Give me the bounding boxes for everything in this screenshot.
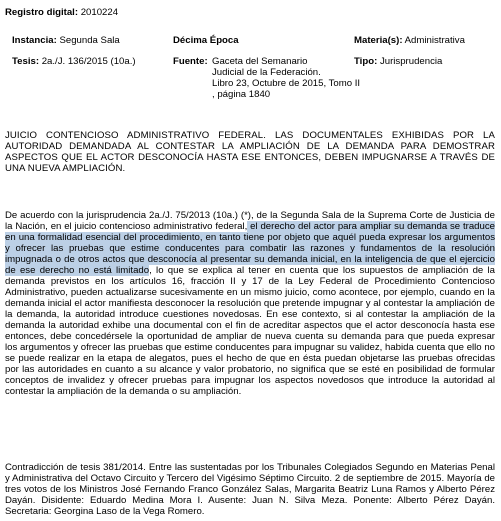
fuente-value	[212, 56, 360, 100]
materia-value: Administrativa	[404, 35, 465, 46]
tipo-value: Jurisprudencia	[379, 56, 443, 67]
fuente-line-2: Judicial de la Federación.	[212, 67, 321, 78]
instancia	[12, 35, 120, 46]
tesis	[12, 56, 136, 67]
fuente-label: Fuente:	[173, 56, 208, 67]
registro-label: Registro digital:	[5, 7, 79, 18]
highlighted-text[interactable]: el derecho del actor para ampliar su demanda se traduce en una formalidad esencial del procedimiento, en tanto tiene por objeto que aquél pueda expresar los argumentos y ofrecer las pruebas que estime conducentes para combatir las razones y fundamentos de la resolución impugnada o de otros actos que desconocía al presentar su demanda inicial, en la inteligencia de que el ejercicio de ese derecho no está limitado	[5, 221, 495, 276]
materia-label: Materia(s):	[354, 35, 403, 46]
fuente-line-1: Gaceta del Semanario	[212, 56, 308, 67]
tipo-label: Tipo:	[354, 56, 378, 67]
instancia-label: Instancia:	[12, 35, 57, 46]
registro-value: 2010224	[80, 7, 119, 18]
tesis-label: Tesis:	[12, 56, 40, 67]
body-text-start: De acuerdo con la jurisprudencia 2a./J. 75/2013 (10a.) (*), de la Segunda Sala de la Suprema Corte de Justicia de la Nación, en el juicio contencioso administrativo federal,	[5, 210, 495, 232]
epoca-label: Décima Época	[173, 35, 239, 46]
tesis-value: 2a./J. 136/2015 (10a.)	[41, 56, 136, 67]
fuente-line-4: , página 1840	[212, 89, 271, 100]
thesis-body	[5, 210, 495, 397]
materia	[354, 35, 465, 46]
fuente-line-3: Libro 23, Octubre de 2015, Tomo II	[212, 78, 361, 89]
registro-digital	[5, 7, 118, 18]
tipo	[354, 56, 442, 67]
body-text-rest: , lo que se explica al tener en cuenta que los supuestos de ampliación de la demanda previstos en los artículos 16, fracción II y 17 de la Ley Federal de Procedimiento Contencioso Administrativo, pueden actualizarse sucesivamente en un mismo juicio, como acontece, por ejemplo, cuando en la demanda inicial el actor manifiesta desconocer la resolución que pretende impugnar y al contestar la ampliación de la demanda, la autoridad introduce cuestiones novedosas. En ese contexto, si al contestar la ampliación de la demanda la autoridad exhibe una documental con el fin de acreditar aspectos que el actor desconocía hasta ese entonces, debe concedérsele la oportunidad de ampliar de nueva cuenta su demanda para que pueda expresar los argumentos y ofrecer las pruebas que estime conducentes para impugnar su validez, habida cuenta que ello no se puede realizar en la etapa de alegatos, pues el hecho de que en ésta puedan objetarse las pruebas ofrecidas por las autoridades en cuanto a su alcance y valor probatorio, no significa que se esté en posibilidad de formular conceptos de invalidez y ofrecer pruebas para impugnar los aspectos novedosos que introduce la autoridad al contestar la ampliación de la demanda o su ampliación.	[5, 265, 496, 397]
instancia-value: Segunda Sala	[59, 35, 120, 46]
thesis-title: JUICIO CONTENCIOSO ADMINISTRATIVO FEDERAL. LAS DOCUMENTALES EXHIBIDAS POR LA AUTORIDAD DEMANDADA AL CONTESTAR LA AMPLIACIÓN DE LA DEMANDA PARA DEMOSTRAR ASPECTOS QUE EL ACTOR DESCONOCÍA HASTA ESE ENTONCES, DEBEN IMPUGNARSE A TRAVÉS DE UNA NUEVA AMPLIACIÓN.	[5, 130, 495, 174]
precedent-paragraph: Contradicción de tesis 381/2014. Entre las sustentadas por los Tribunales Colegiados Segundo en Materias Penal y Administrativa del Octavo Circuito y Tercero del Vigésimo Séptimo Circuito. 2 de septiembre de 2015. Mayoría de tres votos de los Ministros José Fernando Franco González Salas, Margarita Beatriz Luna Ramos y Alberto Pérez Dayán. Disidente: Eduardo Medina Mora I. Ausente: Juan N. Silva Meza. Ponente: Alberto Pérez Dayán. Secretaria: Georgina Laso de la Vega Romero.	[5, 462, 495, 517]
